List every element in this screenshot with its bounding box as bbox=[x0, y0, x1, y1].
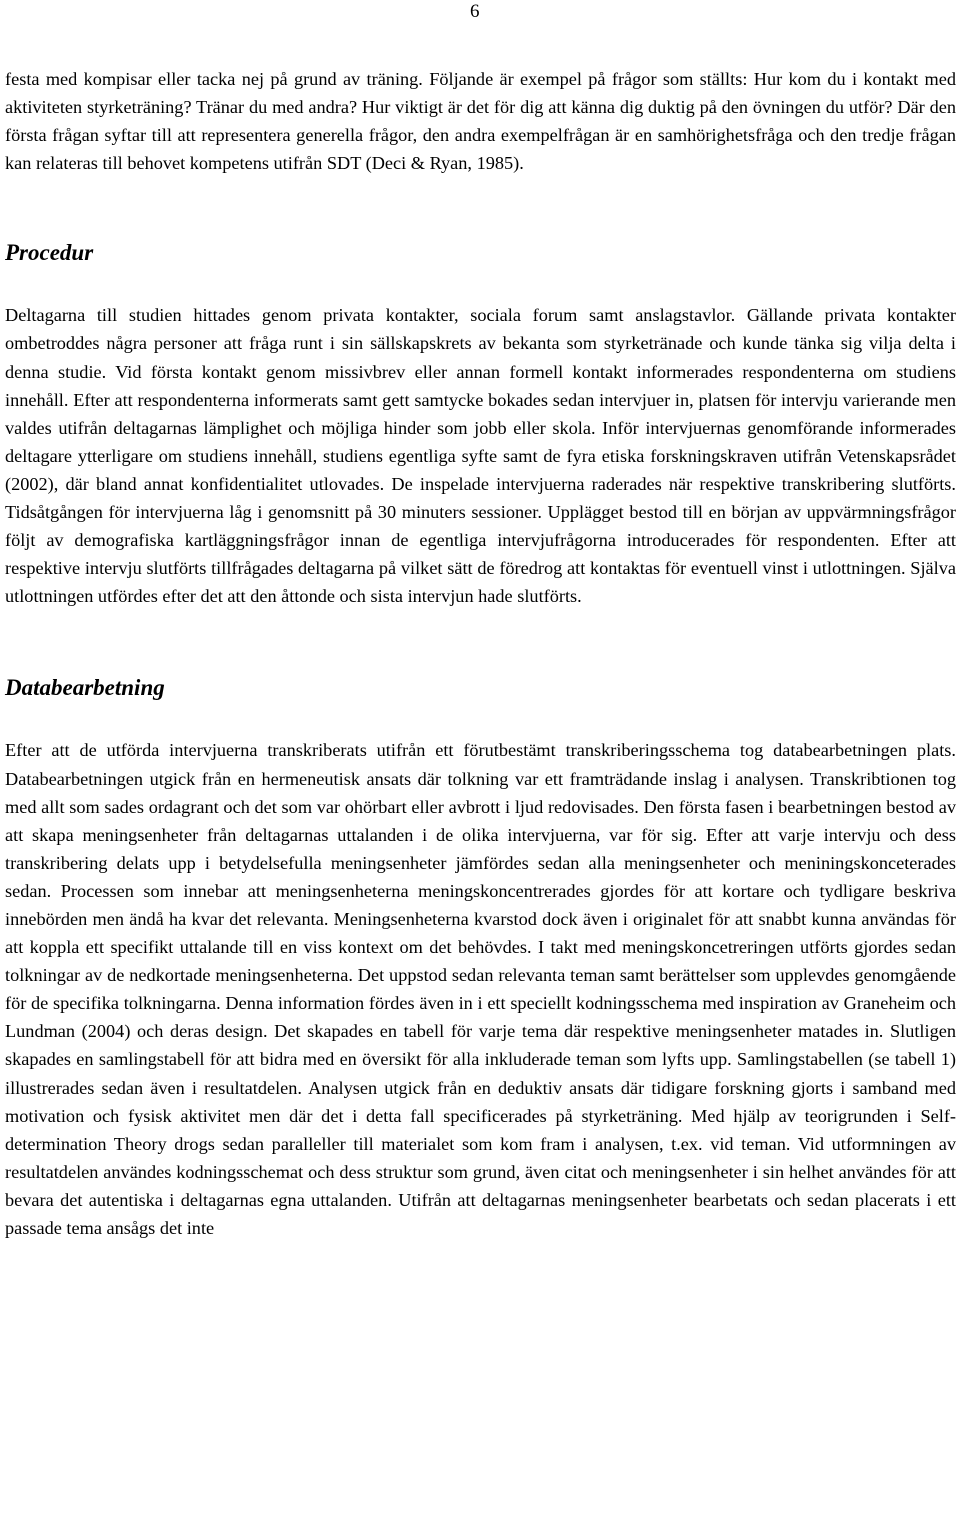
document-body bbox=[5, 65, 956, 1242]
heading-procedur: Procedur bbox=[5, 240, 94, 266]
heading-databearbetning: Databearbetning bbox=[5, 675, 165, 701]
page-number: 6 bbox=[470, 1, 480, 22]
paragraph-databearbetning: Efter att de utförda intervjuerna transkriberats utifrån ett förutbestämt transkriberingsschema tog databearbetningen plats. Databearbetningen utgick från en hermeneutisk ansats där tolkning var ett framträdande inslag i analysen. Transkribtionen tog med allt som sades ordagrant och det som var ohörbart eller avbrott i ljud redovisades. Den första fasen i bearbetningen bestod av att skapa meningsenheter från deltagarnas uttalanden i de olika intervjuerna, var för sig. Efter att varje intervju och dess transkribering delats upp i betydelsefulla meningsenheter jämfördes sedan alla meningsenheter och meniningskonceterades sedan. Processen som innebar att meningsenheterna meningskoncentrerades gjordes för att kortare och tydligare beskriva innebörden men ändå ha kvar det relevanta. Meningsenheterna kvarstod dock även i originalet för att snabbt kunna användas för att koppla ett specifikt uttalande till en viss kontext om det behövdes. I takt med meningskoncetreringen utförts gjordes sedan tolkningar av de nedkortade meningsenheterna. Det uppstod sedan relevanta teman samt berättelser som upplevdes genomgående för de specifika tolkningarna. Denna information fördes även in i ett speciellt kodningsschema med inspiration av Graneheim och Lundman (2004) och deras design. Det skapades en tabell för varje tema där respektive meningsenheter matades in. Slutligen skapades en samlingstabell för att bidra med en översikt för alla inkluderade teman som lyfts upp. Samlingstabellen (se tabell 1) illustrerades sedan även i resultatdelen. Analysen utgick från en deduktiv ansats där tidigare forskning gjorts i samband med motivation och fysisk aktivitet men där det i detta fall specificerades på styrketräning. Med hjälp av teorigrunden i Self-determination Theory drogs sedan paralleller till materialet som kom fram i analysen, t.ex. vid teman. Vid utformningen av resultatdelen användes kodningsschemat och dess struktur som grund, även citat och meningsenheter i sin helhet användes för att bevara det autentiska i deltagarnas egna uttalanden. Utifrån att deltagarnas meningsenheter bearbetats och sedan placerats i ett passade tema ansågs det inte bbox=[5, 740, 956, 1238]
paragraph-procedur: Deltagarna till studien hittades genom privata kontakter, sociala forum samt anslagstavlor. Gällande privata kontakter ombetroddes några personer att fråga runt i sin sällskapskrets av bekanta som styrketränade och kunde tänka sig vilja delta i denna studie. Vid första kontakt genom missivbrev eller annan formell kontakt informerades respondenterna om studiens innehåll. Efter att respondenterna informerats samt gett samtycke bokades sedan intervjuer in, platsen för intervju varierande men valdes utifrån deltagarnas lämplighet och möjliga hinder som jobb eller skola. Inför intervjuernas genomförande informerades deltagare ytterligare om studiens innehåll, studiens egentliga syfte samt de fyra etiska forskningskraven utifrån Vetenskapsrådet (2002), där bland annat konfidentialitet utlovades. De inspelade intervjuerna raderades när respektive transkribering slutförts. Tidsåtgången för intervjuerna låg i genomsnitt på 30 minuters sessioner. Upplägget bestod till en början av uppvärmningsfrågor följt av demografiska kartläggningsfrågor innan de egentliga intervjufrågorna introducerades för respondenten. Efter att respektive intervju slutförts tillfrågades deltagarna på vilket sätt de föredrog att kontaktas för eventuell vinst i utlottningen. Själva utlottningen utfördes efter det att den åttonde och sista intervjun hade slutförts. bbox=[5, 305, 956, 607]
paragraph-intro: festa med kompisar eller tacka nej på grund av träning. Följande är exempel på frågor som ställts: Hur kom du i kontakt med aktiviteten styrketräning? Tränar du med andra? Hur viktigt är det för dig att känna dig duktig på den övningen du utför? Där den första frågan syftar till att representera generella frågor, den andra exempelfrågan är en samhörighetsfråga och den tredje frågan kan relateras till behovet kompetens utifrån SDT (Deci & Ryan, 1985). bbox=[5, 69, 956, 174]
